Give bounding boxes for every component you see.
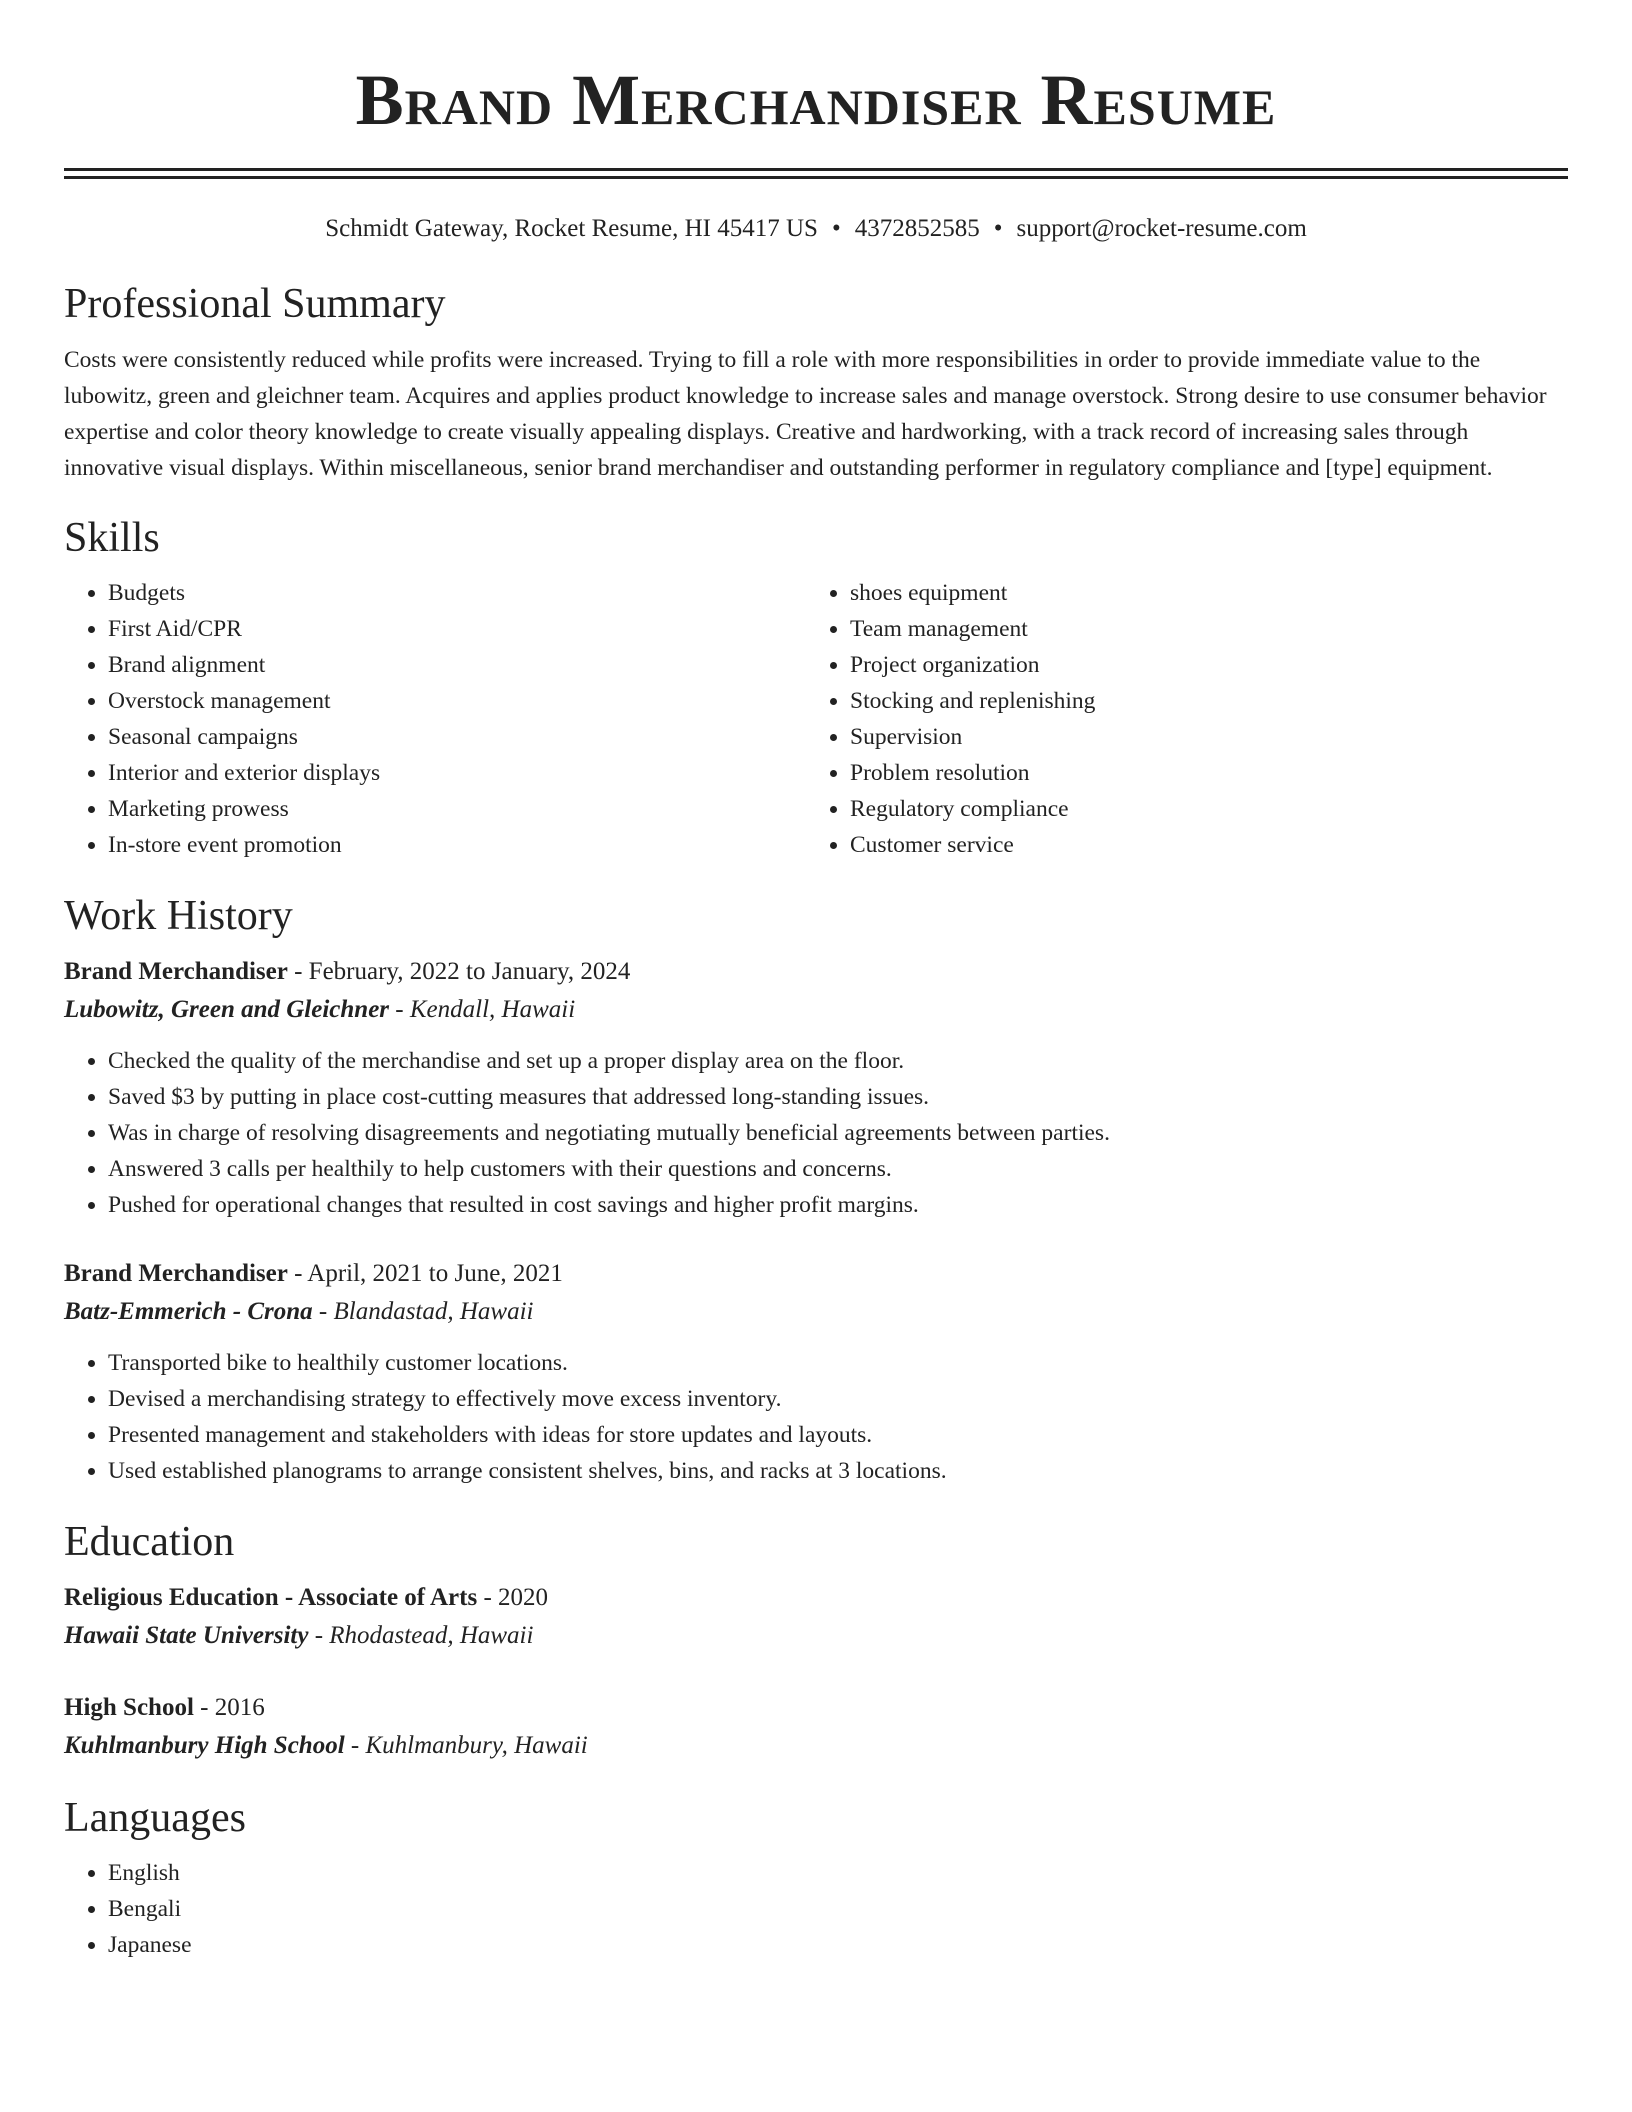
work-history-section [64,891,1568,1489]
skill-item: • Brand alignment [108,647,806,683]
job-duty: • Used established planograms to arrange consistent shelves, bins, and racks at 3 locations. [108,1453,1568,1489]
languages-section [64,1793,1568,1963]
title-rule-bottom [64,176,1568,179]
job-duty: • Was in charge of resolving disagreements and negotiating mutually beneficial agreements between parties. [108,1115,1568,1151]
work-history-heading: Work History [64,893,293,939]
skill-item: • Marketing prowess [108,791,806,827]
job-company: Batz-Emmerich - Crona [64,1298,313,1325]
job-role: Brand Merchandiser [64,1260,288,1287]
education-year: - 2020 [477,1584,549,1611]
education-location: - Kuhlmanbury, Hawaii [344,1732,588,1759]
job-duty: • Presented management and stakeholders with ideas for store updates and layouts. [108,1417,1568,1453]
education-entry [64,1579,1568,1655]
job-duties-list [64,1345,1568,1489]
title-rule-top [64,168,1568,171]
job-duty: • Pushed for operational changes that resulted in cost savings and higher profit margins. [108,1187,1568,1223]
education-location: - Rhodastead, Hawaii [308,1622,534,1649]
summary-heading: Professional Summary [64,281,446,327]
education-degree: Religious Education - Associate of Arts [64,1584,478,1611]
education-entry [64,1689,1568,1765]
resume-title: Brand Merchandiser Resume [355,60,1277,140]
skill-item: • Customer service [850,827,1548,863]
education-year: - 2016 [193,1694,265,1721]
job-title-line [64,953,1568,991]
skill-item: • In-store event promotion [108,827,806,863]
skill-item: • Problem resolution [850,755,1548,791]
skills-column-right [806,575,1548,863]
skills-list-left [64,575,806,863]
skills-list-right [806,575,1548,863]
skill-item: • Project organization [850,647,1548,683]
contact-phone: 4372852585 [854,215,980,242]
job-dates: - April, 2021 to June, 2021 [287,1260,563,1287]
education-degree: High School [64,1694,194,1721]
skill-item: • Regulatory compliance [850,791,1548,827]
language-item: • Bengali [108,1891,1568,1927]
job-duties-list [64,1043,1568,1223]
job-dates: - February, 2022 to January, 2024 [287,958,631,985]
job-entry [64,953,1568,1223]
education-school: Kuhlmanbury High School [64,1732,345,1759]
skill-item: • First Aid/CPR [108,611,806,647]
skills-grid [64,575,1568,863]
contact-separator: • [831,215,841,242]
job-location: - Blandastad, Hawaii [312,1298,534,1325]
skill-item: • Interior and exterior displays [108,755,806,791]
summary-text: Costs were consistently reduced while profits were increased. Trying to fill a role with more responsibilities in order to provide immediate value to the lubowitz, green and gleichner team. Acquires and applies product knowledge to increase sales and manage overstock. Strong desire to use consumer behavior expertise and color theory knowledge to create visually appealing displays. Creative and hardworking, with a track record of increasing sales through innovative visual displays. Within miscellaneous, senior brand merchandiser and outstanding performer in regulatory compliance and [type] equipment. [64,347,1547,481]
education-section [64,1517,1568,1765]
job-duty: • Devised a merchandising strategy to effectively move excess inventory. [108,1381,1568,1417]
job-company-line [64,1293,1568,1331]
skill-item: • Stocking and replenishing [850,683,1548,719]
skill-item: • Team management [850,611,1548,647]
skill-item: • Supervision [850,719,1548,755]
job-company-line [64,991,1568,1029]
skills-heading: Skills [64,515,160,561]
resume-page [64,0,1568,1963]
job-duty: • Transported bike to healthily customer locations. [108,1345,1568,1381]
summary-section [64,279,1568,486]
education-degree-line [64,1579,1568,1617]
languages-heading: Languages [64,1795,246,1841]
language-item: • English [108,1855,1568,1891]
skill-item: • Seasonal campaigns [108,719,806,755]
education-school: Hawaii State University [64,1622,309,1649]
contact-line [64,213,1568,245]
job-role: Brand Merchandiser [64,958,288,985]
skill-item: • Budgets [108,575,806,611]
contact-email: support@rocket-resume.com [1016,215,1307,242]
job-duty: • Saved $3 by putting in place cost-cutting measures that addressed long-standing issues. [108,1079,1568,1115]
contact-separator: • [993,215,1003,242]
job-title-line [64,1255,1568,1293]
education-degree-line [64,1689,1568,1727]
skill-item: • shoes equipment [850,575,1548,611]
education-school-line [64,1617,1568,1655]
job-duty: • Answered 3 calls per healthily to help customers with their questions and concerns. [108,1151,1568,1187]
job-entry [64,1255,1568,1489]
job-location: - Kendall, Hawaii [389,996,576,1023]
contact-address: Schmidt Gateway, Rocket Resume, HI 45417 US [325,215,818,242]
skills-section [64,513,1568,863]
job-duty: • Checked the quality of the merchandise and set up a proper display area on the floor. [108,1043,1568,1079]
education-school-line [64,1727,1568,1765]
language-item: • Japanese [108,1927,1568,1963]
skill-item: • Overstock management [108,683,806,719]
education-heading: Education [64,1519,235,1565]
skills-column-left [64,575,806,863]
languages-list [64,1855,1568,1963]
job-company: Lubowitz, Green and Gleichner [64,996,390,1023]
